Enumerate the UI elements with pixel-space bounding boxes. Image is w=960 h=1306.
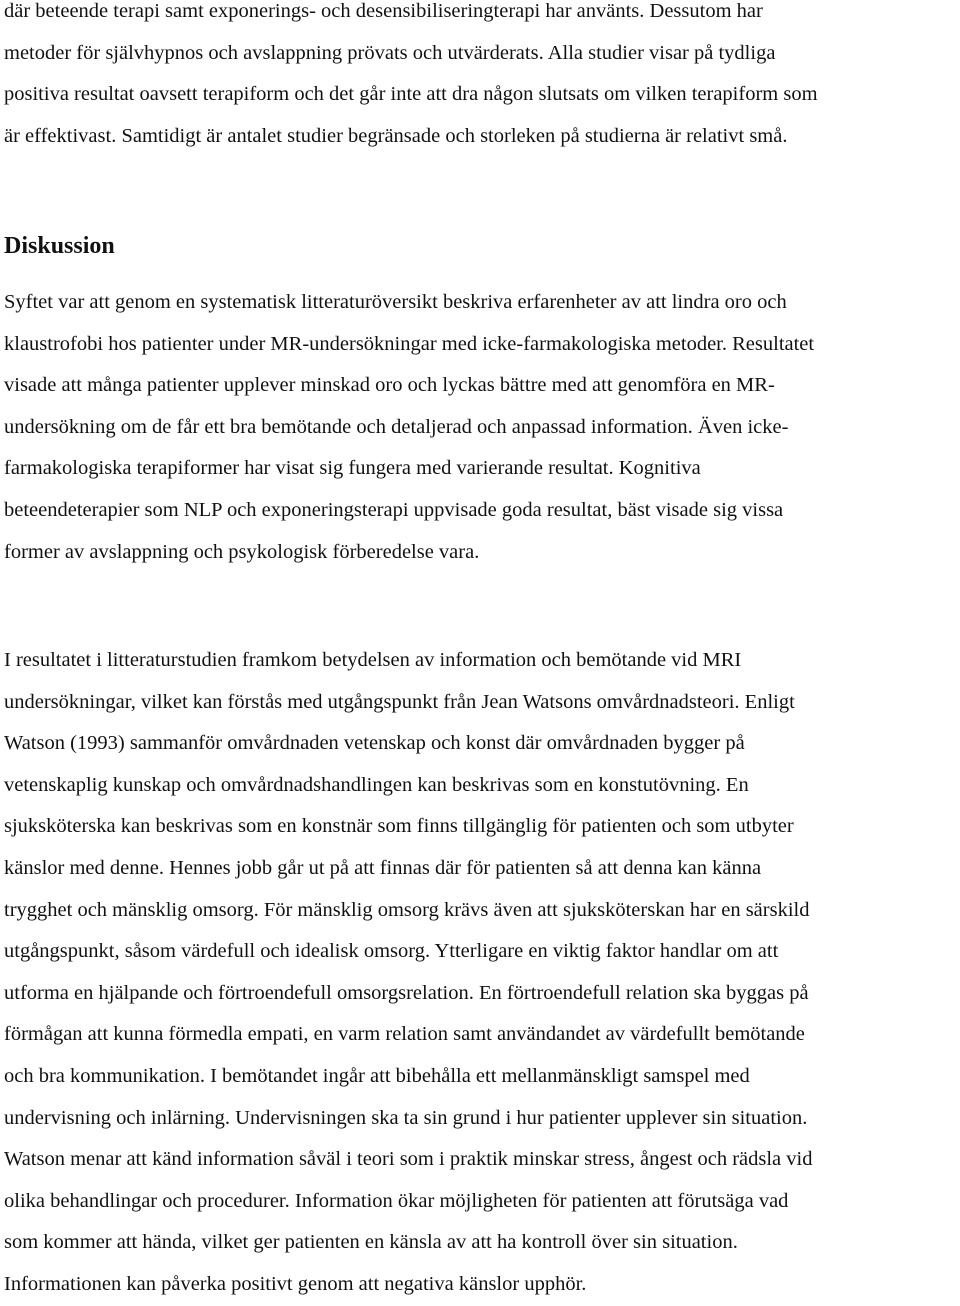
intro-line: där beteende terapi samt exponerings- och desensibiliseringterapi har använts. Dessutom har xyxy=(4,0,763,22)
paragraph-line: Watson menar att känd information såväl i teori som i praktik minskar stress, ångest och rädsla vid xyxy=(4,1148,813,1171)
paragraph-line: undersökning om de får ett bra bemötande och detaljerad och anpassad information. Även icke- xyxy=(4,415,789,438)
paragraph-line: klaustrofobi hos patienter under MR-undersökningar med icke-farmakologiska metoder. Resultatet xyxy=(4,332,815,355)
intro-paragraph xyxy=(4,0,960,157)
paragraph-line: utforma en hjälpande och förtroendefull omsorgsrelation. En förtroendefull relation ska byggas på xyxy=(4,981,809,1004)
paragraph-line: och bra kommunikation. I bemötandet ingår att bibehålla ett mellanmänskligt samspel med xyxy=(4,1064,750,1087)
paragraph-line: sjuksköterska kan beskrivas som en konstnär som finns tillgänglig för patienten och som utbyter xyxy=(4,815,794,838)
intro-line: metoder för självhypnos och avslappning prövats och utvärderats. Alla studier visar på tydliga xyxy=(4,41,776,64)
paragraph-line: som kommer att hända, vilket ger patienten en känsla av att ha kontroll över sin situation. xyxy=(4,1231,738,1254)
paragraph-line: visade att många patienter upplever minskad oro och lyckas bättre med att genomföra en MR- xyxy=(4,374,775,397)
section-heading: Diskussion xyxy=(4,233,115,259)
paragraph-line: utgångspunkt, såsom värdefull och idealisk omsorg. Ytterligare en viktig faktor handlar om att xyxy=(4,940,779,963)
discussion-paragraph-1 xyxy=(4,282,960,573)
paragraph-line: Informationen kan påverka positivt genom att negativa känslor upphör. xyxy=(4,1272,587,1295)
paragraph-line: beteendeterapier som NLP och exponeringsterapi uppvisade goda resultat, bäst visade sig vissa xyxy=(4,498,784,521)
paragraph-line: Syftet var att genom en systematisk litteraturöversikt beskriva erfarenheter av att lindra oro och xyxy=(4,291,787,313)
paragraph-line: former av avslappning och psykologisk förberedelse vara. xyxy=(4,540,480,563)
paragraph-line: undersökningar, vilket kan förstås med utgångspunkt från Jean Watsons omvårdnadsteori. Enligt xyxy=(4,690,795,713)
discussion-paragraph-2 xyxy=(4,640,960,1306)
paragraph-line: vetenskaplig kunskap och omvårdnadshandlingen kan beskrivas som en konstutövning. En xyxy=(4,773,749,796)
paragraph-line: I resultatet i litteraturstudien framkom betydelsen av information och bemötande vid MRI xyxy=(4,649,742,671)
paragraph-line: farmakologiska terapiformer har visat sig fungera med varierande resultat. Kognitiva xyxy=(4,457,701,480)
paragraph-line: olika behandlingar och procedurer. Information ökar möjligheten för patienten att förutsäga vad xyxy=(4,1189,789,1212)
intro-line: positiva resultat oavsett terapiform och det går inte att dra någon slutsats om vilken terapiform som xyxy=(4,83,818,106)
paragraph-line: trygghet och mänsklig omsorg. För mänsklig omsorg krävs även att sjuksköterskan har en särskild xyxy=(4,898,810,921)
paragraph-line: Watson (1993) sammanför omvårdnaden vetenskap och konst där omvårdnaden bygger på xyxy=(4,732,745,755)
paragraph-line: förmågan att kunna förmedla empati, en varm relation samt användandet av värdefullt bemötande xyxy=(4,1023,805,1046)
paragraph-line: känslor med denne. Hennes jobb går ut på att finnas där för patienten så att denna kan känna xyxy=(4,856,762,879)
paragraph-line: undervisning och inlärning. Undervisningen ska ta sin grund i hur patienter upplever sin situation. xyxy=(4,1106,808,1129)
intro-line: är effektivast. Samtidigt är antalet studier begränsade och storleken på studierna är relativt små. xyxy=(4,124,788,147)
